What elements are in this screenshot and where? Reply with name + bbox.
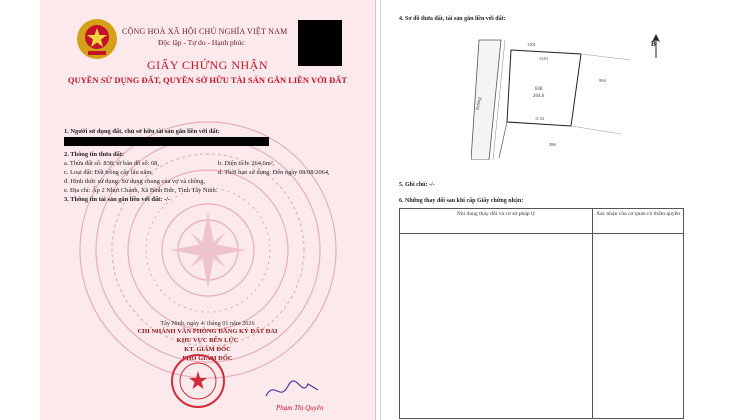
- area-line: b. Diện tích: 264,6m²,: [218, 160, 275, 167]
- certificate-title: GIẤY CHỨNG NHẬN: [146, 58, 269, 72]
- land-use-certificate-front: [40, 0, 376, 420]
- north-label: B: [651, 40, 656, 48]
- national-emblem-icon: [76, 18, 118, 60]
- changes-col-content: Nội dung thay đổi và cơ sở pháp lý: [400, 209, 593, 234]
- section-6-heading: 6. Những thay đổi sau khi cấp Giấy chứng nhận:: [399, 198, 524, 204]
- neighbour-top-label: 1101: [527, 42, 536, 47]
- issuing-agency-area: KHU VỰC BẾN LỨC: [176, 337, 239, 344]
- changes-col-confirmation: Xác nhận của cơ quan có thẩm quyền: [593, 209, 684, 234]
- redacted-owner-name: [64, 137, 269, 146]
- address-line: e. Địa chỉ: Ấp 2 Nhựt Chánh, Xã Bình Đức, Tỉnh Tây Ninh.: [64, 187, 218, 194]
- neighbour-right-label: 994: [599, 78, 606, 83]
- usage-form-line: đ. Hình thức sử dụng: Sử dụng chung của vợ và chồng,: [64, 178, 206, 185]
- parcel-no-label: 838: [535, 87, 543, 92]
- neighbour-bottom-label: 586: [549, 142, 556, 147]
- sign-date: Tây Ninh, ngày 4/ tháng 01 năm 2026: [160, 320, 255, 327]
- section-1-heading: 1. Người sử dụng đất, chủ sở hữu tài sản gắn liền với đất:: [64, 128, 220, 135]
- issuing-agency: CHI NHÁNH VĂN PHÒNG ĐĂNG KÝ ĐẤT ĐAI: [137, 328, 278, 335]
- section-2-heading: 2. Thông tin thửa đất:: [64, 151, 125, 158]
- land-type-line: c. Loại đất: Đất trồng cây lâu năm,: [64, 169, 153, 176]
- changes-table: [399, 208, 684, 419]
- changes-confirmation-cell: [593, 234, 684, 419]
- parcel-number-line: a. Thửa đất số: 838; tờ bản đồ số: 68,: [64, 160, 159, 167]
- national-motto: Độc lập - Tự do - Hạnh phúc: [158, 38, 245, 47]
- parcel-map: [471, 30, 651, 160]
- parcel-area-label: 264.6: [533, 94, 545, 99]
- deputy-director: PHÓ GIÁM ĐỐC: [182, 355, 233, 362]
- official-seal-icon: [170, 353, 226, 409]
- signer-name: Phạm Thị Quyên: [276, 404, 324, 412]
- term-line: d. Thời hạn sử dụng: Đến ngày 08/08/2064,: [218, 169, 330, 176]
- section-3-heading: 3. Thông tin tài sản gắn liền với đất: -/-: [64, 196, 171, 203]
- changes-content-cell: [400, 234, 593, 419]
- land-use-certificate-back: [380, 0, 701, 420]
- section-5-notes: 5. Ghi chú: -/-: [399, 182, 435, 188]
- signature-scribble: [262, 376, 322, 404]
- dimension-bottom: 11.54: [535, 116, 544, 121]
- kt-director: KT. GIÁM ĐỐC: [184, 346, 231, 353]
- dimension-top: 13.03: [539, 56, 548, 61]
- section-4-heading: 4. Sơ đồ thửa đất, tài sản gắn liền với đất:: [399, 16, 506, 22]
- national-title: CỘNG HOÀ XÃ HỘI CHỦ NGHĨA VIỆT NAM: [122, 27, 288, 36]
- road-label: Đường: [474, 96, 482, 111]
- certificate-subtitle: QUYỀN SỬ DỤNG ĐẤT, QUYỀN SỞ HỮU TÀI SẢN GẮN LIỀN VỚI ĐẤT: [67, 75, 348, 85]
